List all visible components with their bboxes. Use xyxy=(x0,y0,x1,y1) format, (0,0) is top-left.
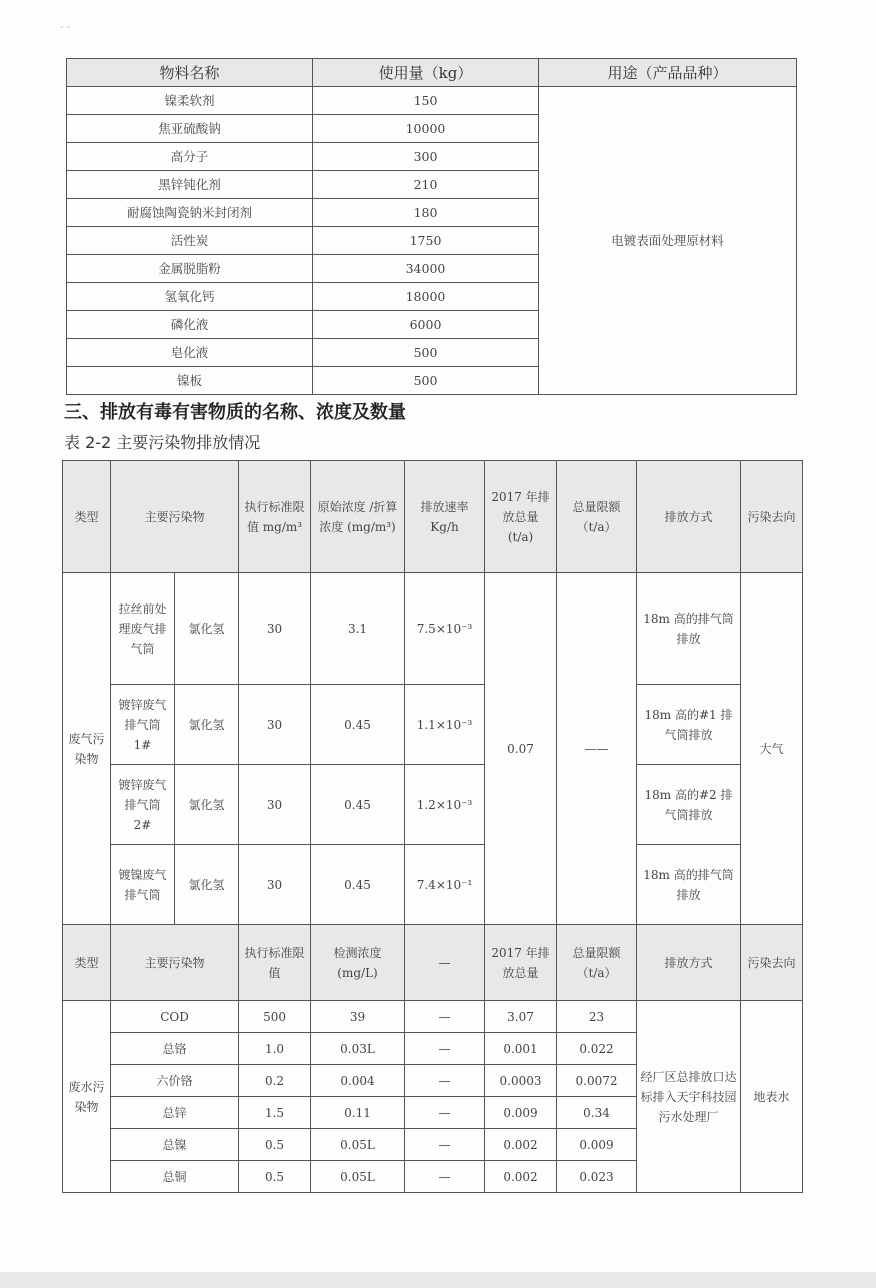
material-qty: 500 xyxy=(313,339,539,367)
gas-category: 废气污染物 xyxy=(63,573,111,925)
material-name: 镍柔软剂 xyxy=(67,87,313,115)
gas-source: 拉丝前处理废气排气筒 xyxy=(111,573,175,685)
water-blank: — xyxy=(405,1129,485,1161)
material-qty: 34000 xyxy=(313,255,539,283)
gas-header-row xyxy=(63,461,803,573)
water-header-row xyxy=(63,925,803,1001)
gas-concentration: 0.45 xyxy=(311,765,405,845)
material-name: 磷化液 xyxy=(67,311,313,339)
gas-header-total: 2017 年排放总量 (t/a) xyxy=(485,461,557,573)
water-blank: — xyxy=(405,1097,485,1129)
water-blank: — xyxy=(405,1161,485,1193)
section-heading: 三、排放有毒有害物质的名称、浓度及数量 xyxy=(64,402,406,423)
water-quota: 0.022 xyxy=(557,1033,637,1065)
material-qty: 180 xyxy=(313,199,539,227)
water-quota: 0.34 xyxy=(557,1097,637,1129)
water-header-limit: 执行标准限值 xyxy=(239,925,311,1001)
water-header-concentration: 检测浓度 (mg/L) xyxy=(311,925,405,1001)
water-total: 0.009 xyxy=(485,1097,557,1129)
gas-concentration: 0.45 xyxy=(311,845,405,925)
header-material-name: 物料名称 xyxy=(67,59,313,87)
table-row xyxy=(63,1001,803,1033)
material-qty: 210 xyxy=(313,171,539,199)
material-qty: 10000 xyxy=(313,115,539,143)
water-concentration: 39 xyxy=(311,1001,405,1033)
water-method: 经厂区总排放口达标排入天宇科技园污水处理厂 xyxy=(637,1001,741,1193)
table-row xyxy=(63,845,803,925)
water-concentration: 0.11 xyxy=(311,1097,405,1129)
water-pollutant: 总镍 xyxy=(111,1129,239,1161)
water-header-method: 排放方式 xyxy=(637,925,741,1001)
water-header-quota: 总量限额 （t/a） xyxy=(557,925,637,1001)
water-quota: 0.0072 xyxy=(557,1065,637,1097)
scan-mark: - - xyxy=(60,22,71,33)
material-qty: 1750 xyxy=(313,227,539,255)
water-concentration: 0.004 xyxy=(311,1065,405,1097)
water-quota: 23 xyxy=(557,1001,637,1033)
water-header-total: 2017 年排放总量 xyxy=(485,925,557,1001)
table-row xyxy=(63,765,803,845)
material-name: 金属脱脂粉 xyxy=(67,255,313,283)
water-header-destination: 污染去向 xyxy=(741,925,803,1001)
water-limit: 0.5 xyxy=(239,1129,311,1161)
gas-header-rate: 排放速率 Kg/h xyxy=(405,461,485,573)
material-qty: 150 xyxy=(313,87,539,115)
gas-method: 18m 高的排气筒排放 xyxy=(637,573,741,685)
water-limit: 1.5 xyxy=(239,1097,311,1129)
gas-rate: 7.4×10⁻¹ xyxy=(405,845,485,925)
water-quota: 0.009 xyxy=(557,1129,637,1161)
water-destination: 地表水 xyxy=(741,1001,803,1193)
water-total: 3.07 xyxy=(485,1001,557,1033)
water-limit: 0.5 xyxy=(239,1161,311,1193)
gas-header-method: 排放方式 xyxy=(637,461,741,573)
table-caption: 表 2-2 主要污染物排放情况 xyxy=(64,433,261,452)
gas-quota: —— xyxy=(557,573,637,925)
gas-total: 0.07 xyxy=(485,573,557,925)
water-pollutant: 六价铬 xyxy=(111,1065,239,1097)
material-qty: 500 xyxy=(313,367,539,395)
water-total: 0.002 xyxy=(485,1161,557,1193)
gas-header-concentration: 原始浓度 /折算浓度 (mg/m³) xyxy=(311,461,405,573)
material-name: 氢氧化钙 xyxy=(67,283,313,311)
gas-rate: 1.1×10⁻³ xyxy=(405,685,485,765)
gas-header-pollutant: 主要污染物 xyxy=(111,461,239,573)
materials-table xyxy=(66,58,797,395)
gas-header-quota: 总量限额 （t/a） xyxy=(557,461,637,573)
gas-pollutant: 氯化氢 xyxy=(175,685,239,765)
gas-limit: 30 xyxy=(239,765,311,845)
material-name: 高分子 xyxy=(67,143,313,171)
gas-pollutant: 氯化氢 xyxy=(175,845,239,925)
gas-concentration: 3.1 xyxy=(311,573,405,685)
water-pollutant: 总锌 xyxy=(111,1097,239,1129)
gas-limit: 30 xyxy=(239,685,311,765)
gas-source: 镀锌废气排气筒 2# xyxy=(111,765,175,845)
water-header-pollutant: 主要污染物 xyxy=(111,925,239,1001)
gas-destination: 大气 xyxy=(741,573,803,925)
gas-header-type: 类型 xyxy=(63,461,111,573)
water-total: 0.001 xyxy=(485,1033,557,1065)
gas-header-limit: 执行标准限值 mg/m³ xyxy=(239,461,311,573)
gas-concentration: 0.45 xyxy=(311,685,405,765)
material-name: 镍板 xyxy=(67,367,313,395)
water-limit: 1.0 xyxy=(239,1033,311,1065)
gas-method: 18m 高的#1 排气筒排放 xyxy=(637,685,741,765)
table-row xyxy=(63,685,803,765)
water-concentration: 0.03L xyxy=(311,1033,405,1065)
gas-source: 镀镍废气排气筒 xyxy=(111,845,175,925)
water-blank: — xyxy=(405,1001,485,1033)
material-qty: 300 xyxy=(313,143,539,171)
water-concentration: 0.05L xyxy=(311,1161,405,1193)
water-concentration: 0.05L xyxy=(311,1129,405,1161)
water-total: 0.0003 xyxy=(485,1065,557,1097)
gas-pollutant: 氯化氢 xyxy=(175,573,239,685)
water-header-blank: — xyxy=(405,925,485,1001)
materials-header-row xyxy=(67,59,797,87)
water-pollutant: 总铜 xyxy=(111,1161,239,1193)
page-bottom-edge xyxy=(0,1272,876,1288)
gas-rate: 1.2×10⁻³ xyxy=(405,765,485,845)
material-name: 活性炭 xyxy=(67,227,313,255)
gas-limit: 30 xyxy=(239,845,311,925)
material-qty: 6000 xyxy=(313,311,539,339)
material-qty: 18000 xyxy=(313,283,539,311)
water-total: 0.002 xyxy=(485,1129,557,1161)
pollutant-table xyxy=(62,460,803,1193)
material-name: 皂化液 xyxy=(67,339,313,367)
gas-limit: 30 xyxy=(239,573,311,685)
material-name: 耐腐蚀陶瓷钠米封闭剂 xyxy=(67,199,313,227)
water-pollutant: COD xyxy=(111,1001,239,1033)
header-quantity: 使用量（kg） xyxy=(313,59,539,87)
material-name: 黑锌钝化剂 xyxy=(67,171,313,199)
water-limit: 500 xyxy=(239,1001,311,1033)
table-row xyxy=(67,87,797,115)
water-header-type: 类型 xyxy=(63,925,111,1001)
water-limit: 0.2 xyxy=(239,1065,311,1097)
gas-method: 18m 高的#2 排气筒排放 xyxy=(637,765,741,845)
gas-header-destination: 污染去向 xyxy=(741,461,803,573)
material-name: 焦亚硫酸钠 xyxy=(67,115,313,143)
material-usage: 电镀表面处理原材料 xyxy=(539,87,797,395)
table-row xyxy=(63,573,803,685)
gas-pollutant: 氯化氢 xyxy=(175,765,239,845)
water-category: 废水污染物 xyxy=(63,1001,111,1193)
water-blank: — xyxy=(405,1033,485,1065)
gas-rate: 7.5×10⁻³ xyxy=(405,573,485,685)
water-quota: 0.023 xyxy=(557,1161,637,1193)
header-usage: 用途（产品品种） xyxy=(539,59,797,87)
water-blank: — xyxy=(405,1065,485,1097)
gas-source: 镀锌废气排气筒 1# xyxy=(111,685,175,765)
water-pollutant: 总铬 xyxy=(111,1033,239,1065)
gas-method: 18m 高的排气筒排放 xyxy=(637,845,741,925)
